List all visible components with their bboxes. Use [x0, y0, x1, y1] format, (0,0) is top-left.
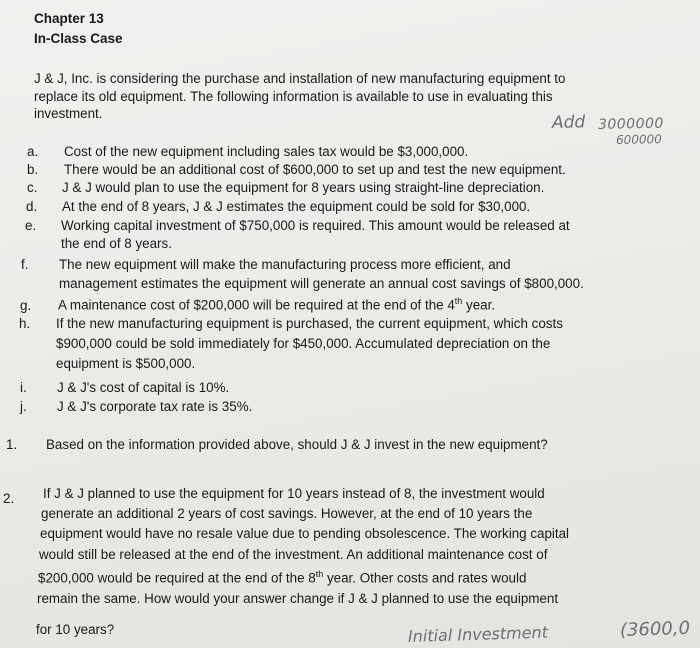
item-label-i: i.	[20, 380, 27, 395]
question-2-line-7: for 10 years?	[36, 622, 115, 637]
question-2-number: 2.	[3, 491, 15, 506]
item-h-text-2: $900,000 could be sold immediately for $450,000. Accumulated depreciation on the	[56, 336, 551, 351]
item-label-a: a.	[27, 144, 39, 159]
item-b-text: There would be an additional cost of $600,000 to set up and test the new equipment.	[64, 162, 566, 177]
item-f-text-1: The new equipment will make the manufacturing process more efficient, and	[59, 257, 511, 272]
item-label-h: h.	[19, 316, 31, 331]
question-2-line-6: remain the same. How would your answer change if J & J planned to use the equipment	[37, 591, 559, 606]
item-i-text: J & J's cost of capital is 10%.	[57, 380, 230, 395]
question-2-line-4: would still be released at the end of the investment. An additional maintenance cost of	[39, 547, 548, 562]
handwritten-amount: (3600,0	[619, 617, 691, 641]
question-1-text: Based on the information provided above, should J & J invest in the new equipment?	[46, 437, 548, 452]
question-2-line-5: $200,000 would be required at the end of the 8th year. Other costs and rates would	[38, 569, 527, 586]
intro-line-3: investment.	[34, 106, 103, 121]
question-2-line-1: If J & J planned to use the equipment for 10 years instead of 8, the investment would	[43, 486, 545, 501]
case-subtitle: In-Class Case	[34, 31, 123, 46]
question-2-line-2: generate an additional 2 years of cost savings. However, at the end of 10 years the	[41, 506, 533, 521]
item-a-text: Cost of the new equipment including sales tax would be $3,000,000.	[64, 144, 469, 159]
intro-line-2: replace its old equipment. The following information is available to use in evaluating this	[34, 89, 553, 104]
item-g-text-main: A maintenance cost of $200,000 will be required at the end of the 4	[58, 297, 455, 313]
item-label-b: b.	[27, 162, 39, 177]
item-label-g: g.	[20, 298, 32, 313]
intro-line-1: J & J, Inc. is considering the purchase and installation of new manufacturing equipment to	[34, 71, 566, 86]
item-c-text: J & J would plan to use the equipment for 8 years using straight-line depreciation.	[62, 180, 545, 195]
item-label-c: c.	[27, 180, 38, 195]
handwritten-add-value-1: 3000000	[597, 115, 665, 133]
item-j-text: J & J's corporate tax rate is 35%.	[57, 399, 253, 414]
item-e-text-2: the end of 8 years.	[61, 236, 172, 251]
item-h-text-3: equipment is $500,000.	[56, 356, 196, 371]
item-e-text-1: Working capital investment of $750,000 is required. This amount would be released at	[61, 218, 570, 233]
chapter-title: Chapter 13	[34, 11, 104, 26]
item-label-e: e.	[25, 218, 37, 233]
handwritten-add-label: Add	[551, 112, 586, 133]
item-f-text-2: management estimates the equipment will generate an annual cost savings of $800,000.	[59, 276, 584, 291]
item-label-j: j.	[20, 399, 27, 414]
handwritten-initial-investment: Initial Investment	[407, 622, 549, 646]
question-1-number: 1.	[6, 437, 18, 452]
item-label-f: f.	[21, 257, 29, 272]
item-label-d: d.	[26, 199, 38, 214]
item-g-text: A maintenance cost of $200,000 will be required at the end of the 4th year.	[58, 296, 496, 313]
item-h-text-1: If the new manufacturing equipment is purchased, the current equipment, which costs	[56, 316, 563, 331]
item-d-text: At the end of 8 years, J & J estimates the equipment could be sold for $30,000.	[62, 199, 531, 214]
question-2-line-3: equipment would have no resale value due to pending obsolescence. The working capital	[40, 526, 570, 541]
handwritten-add-value-2: 600000	[615, 132, 662, 147]
